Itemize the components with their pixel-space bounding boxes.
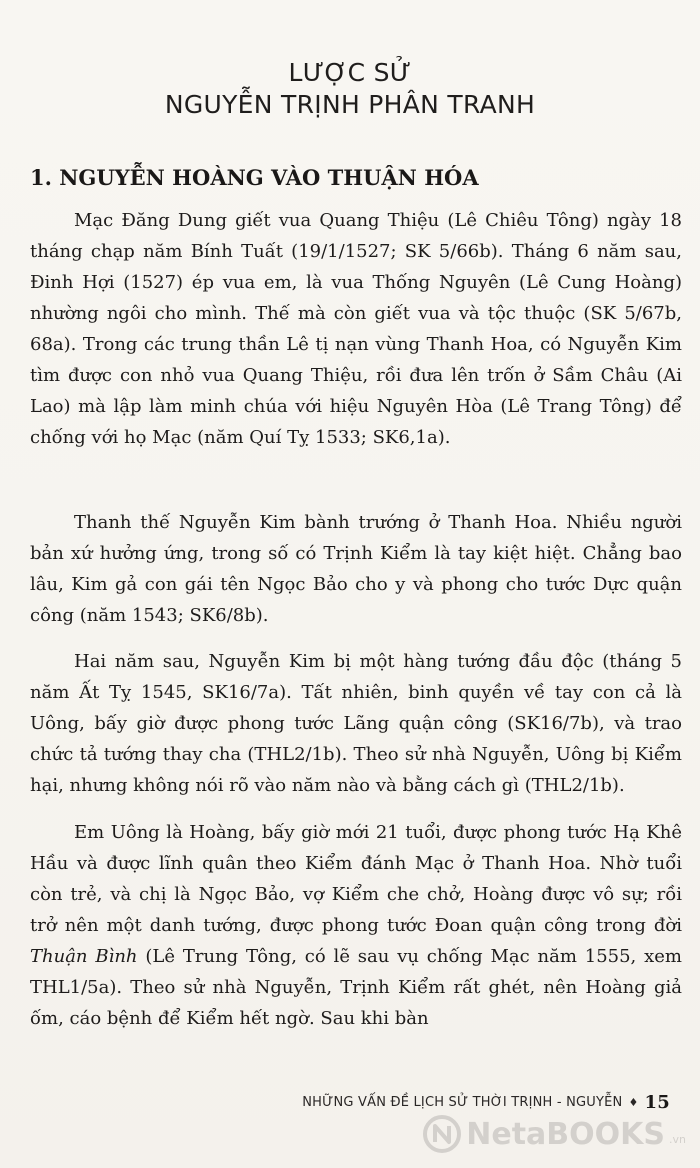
paragraph-4 — [30, 817, 682, 1034]
running-title: NHỮNG VẤN ĐỀ LỊCH SỬ THỜI TRỊNH - NGUYỄN — [302, 1095, 623, 1110]
watermark — [422, 1114, 686, 1154]
netabooks-logo-icon — [422, 1114, 462, 1154]
paragraph-4-italic-era-name: Thuận Bình — [30, 946, 138, 967]
page-number: 15 — [644, 1092, 670, 1113]
running-footer — [302, 1092, 670, 1113]
watermark-brand: NetaBOOKS — [466, 1116, 666, 1152]
paragraph-3: Hai năm sau, Nguyễn Kim bị một hàng tướng đầu độc (tháng 5 năm Ất Tỵ 1545, SK16/7a). Tất nhiên, binh quyền về tay con cả là Uông, bấy giờ được phong tước Lãng quận công (SK16/7b), và trao chức tả tướng thay cha (THL2/1b). Theo sử nhà Nguyễn, Uông bị Kiểm hại, nhưng không nói rõ vào năm nào và bằng cách gì (THL2/1b). — [30, 651, 682, 796]
paragraph-2: Thanh thế Nguyễn Kim bành trướng ở Thanh Hoa. Nhiều người bản xứ hưởng ứng, trong số có Trịnh Kiểm là tay kiệt hiệt. Chẳng bao lâu, Kim gả con gái tên Ngọc Bảo cho y và phong cho tước Dực quận công (năm 1543; SK6/8b). — [30, 512, 682, 626]
section-heading: 1. NGUYỄN HOÀNG VÀO THUẬN HÓA — [30, 165, 479, 190]
watermark-suffix: .vn — [669, 1132, 686, 1146]
paragraph-4-text-end: (Lê Trung Tông, có lẽ sau vụ chống Mạc năm 1555, xem THL1/5a). Theo sử nhà Nguyễn, Trịnh Kiểm rất ghét, nên Hoàng giả ốm, cáo bệnh để Kiểm hết ngờ. Sau khi bàn — [30, 946, 682, 1029]
paragraph-1: Mạc Đăng Dung giết vua Quang Thiệu (Lê Chiêu Tông) ngày 18 tháng chạp năm Bính Tuất (19/1/1527; SK 5/66b). Tháng 6 năm sau, Đinh Hợi (1527) ép vua em, là vua Thống Nguyên (Lê Cung Hoàng) nhường ngôi cho mình. Thế mà còn giết vua và tộc thuộc (SK 5/67b, 68a). Trong các trung thần Lê tị nạn vùng Thanh Hoa, có Nguyễn Kim tìm được con nhỏ vua Quang Thiệu, rồi đưa lên trốn ở Sầm Châu (Ai Lao) mà lập làm minh chúa với hiệu Nguyên Hòa (Lê Trang Tông) để chống với họ Mạc (năm Quí Tỵ 1533; SK6,1a). — [30, 210, 682, 448]
paragraph-4-text-start: Em Uông là Hoàng, bấy giờ mới 21 tuổi, được phong tước Hạ Khê Hầu và được lĩnh quân theo Kiểm đánh Mạc ở Thanh Hoa. Nhờ tuổi còn trẻ, và chị là Ngọc Bảo, vợ Kiểm che chở, Hoàng được vô sự; rồi trở nên một danh tướng, được phong tước Đoan quận công trong đời — [30, 822, 682, 936]
diamond-separator-icon: ♦ — [628, 1096, 639, 1109]
page-title-line-1: LƯỢC SỬ — [288, 58, 412, 87]
page-title-line-2: NGUYỄN TRỊNH PHÂN TRANH — [164, 90, 536, 119]
